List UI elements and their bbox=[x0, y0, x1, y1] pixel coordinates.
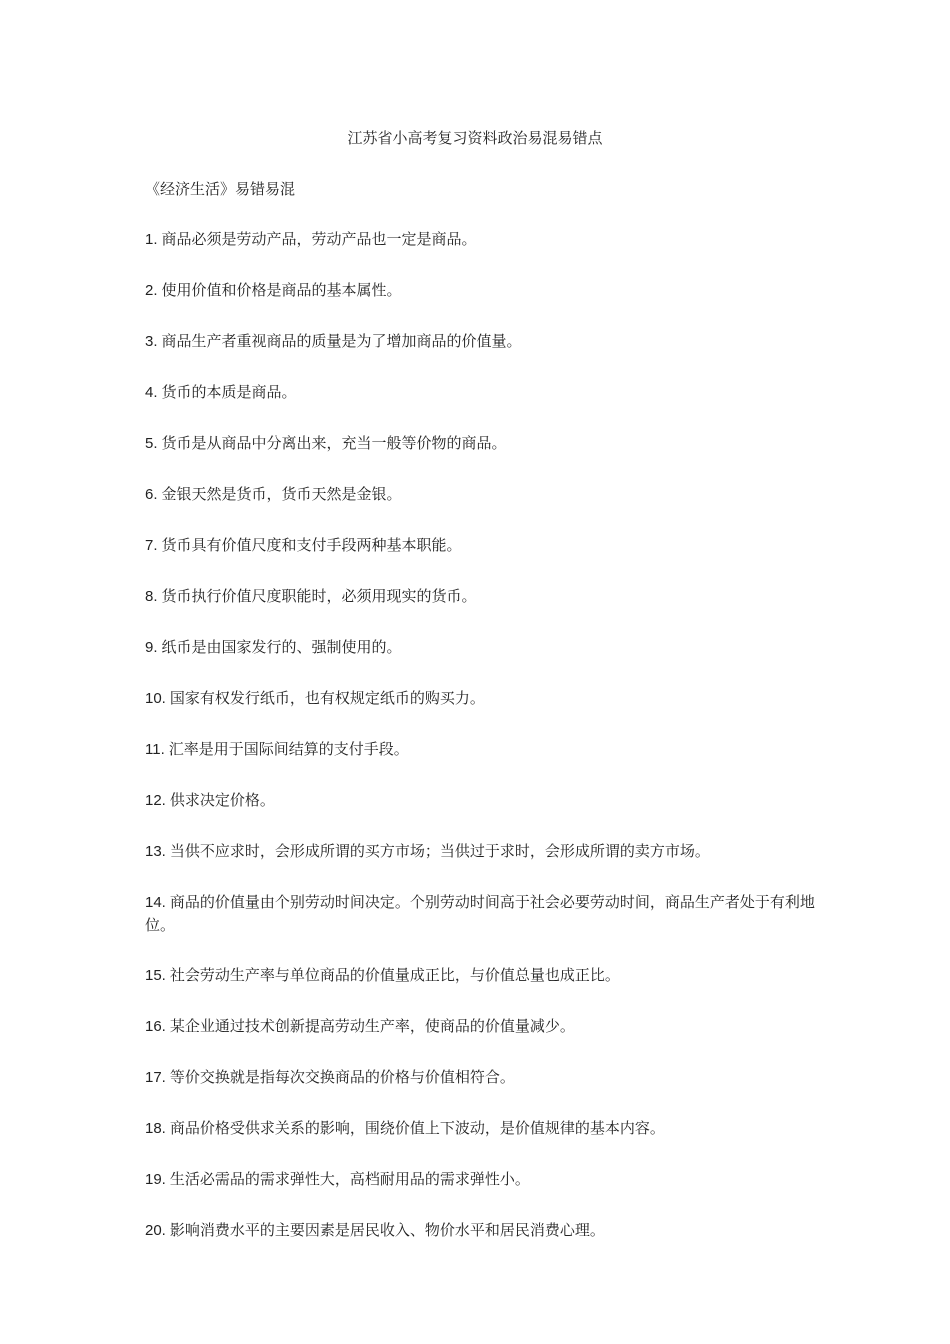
list-item bbox=[145, 534, 815, 557]
item-number: 10. bbox=[145, 690, 166, 707]
item-text: 商品生产者重视商品的质量是为了增加商品的价值量。 bbox=[161, 332, 522, 350]
item-text: 商品价格受供求关系的影响，围绕价值上下波动，是价值规律的基本内容。 bbox=[169, 1119, 665, 1137]
list-item bbox=[145, 1168, 815, 1191]
list-item bbox=[145, 738, 815, 761]
item-text: 货币的本质是商品。 bbox=[161, 383, 297, 401]
item-number: 8. bbox=[145, 588, 158, 605]
item-text: 国家有权发行纸币，也有权规定纸币的购买力。 bbox=[169, 689, 485, 707]
list-item bbox=[145, 330, 815, 353]
item-text: 纸币是由国家发行的、强制使用的。 bbox=[161, 638, 402, 656]
item-number: 12. bbox=[145, 792, 166, 809]
item-number: 1. bbox=[145, 231, 158, 248]
list-item bbox=[145, 687, 815, 710]
item-number: 14. bbox=[145, 894, 166, 911]
item-text: 货币执行价值尺度职能时，必须用现实的货币。 bbox=[161, 587, 477, 605]
list-item bbox=[145, 279, 815, 302]
item-text: 货币具有价值尺度和支付手段两种基本职能。 bbox=[161, 536, 462, 554]
item-number: 19. bbox=[145, 1171, 166, 1188]
item-number: 7. bbox=[145, 537, 158, 554]
item-number: 6. bbox=[145, 486, 158, 503]
list-item bbox=[145, 636, 815, 659]
item-number: 2. bbox=[145, 282, 158, 299]
item-text: 使用价值和价格是商品的基本属性。 bbox=[161, 281, 402, 299]
item-text: 商品的价值量由个别劳动时间决定。个别劳动时间高于社会必要劳动时间，商品生产者处于有利地位。 bbox=[145, 893, 815, 934]
section-heading: 《经济生活》易错易混 bbox=[145, 180, 296, 198]
item-number: 4. bbox=[145, 384, 158, 401]
item-text: 影响消费水平的主要因素是居民收入、物价水平和居民消费心理。 bbox=[169, 1221, 605, 1239]
list-item bbox=[145, 1015, 815, 1038]
item-text: 商品必须是劳动产品，劳动产品也一定是商品。 bbox=[161, 230, 477, 248]
list-item bbox=[145, 1219, 815, 1242]
item-text: 等价交换就是指每次交换商品的价格与价值相符合。 bbox=[169, 1068, 515, 1086]
item-number: 11. bbox=[145, 741, 165, 758]
list-item bbox=[145, 1117, 815, 1140]
item-number: 20. bbox=[145, 1222, 166, 1239]
item-number: 5. bbox=[145, 435, 158, 452]
item-number: 9. bbox=[145, 639, 158, 656]
item-number: 17. bbox=[145, 1069, 166, 1086]
item-list bbox=[145, 228, 815, 1270]
item-text: 货币是从商品中分离出来，充当一般等价物的商品。 bbox=[161, 434, 507, 452]
item-text: 汇率是用于国际间结算的支付手段。 bbox=[168, 740, 409, 758]
item-text: 金银天然是货币，货币天然是金银。 bbox=[161, 485, 402, 503]
item-number: 15. bbox=[145, 967, 166, 984]
list-item bbox=[145, 483, 815, 506]
item-text: 当供不应求时，会形成所谓的买方市场；当供过于求时，会形成所谓的卖方市场。 bbox=[169, 842, 710, 860]
item-number: 3. bbox=[145, 333, 158, 350]
item-text: 生活必需品的需求弹性大，高档耐用品的需求弹性小。 bbox=[169, 1170, 530, 1188]
item-text: 社会劳动生产率与单位商品的价值量成正比，与价值总量也成正比。 bbox=[169, 966, 620, 984]
item-number: 13. bbox=[145, 843, 166, 860]
list-item bbox=[145, 432, 815, 455]
list-item bbox=[145, 381, 815, 404]
list-item bbox=[145, 964, 815, 987]
list-item bbox=[145, 840, 815, 863]
item-number: 16. bbox=[145, 1018, 166, 1035]
list-item bbox=[145, 1066, 815, 1089]
item-number: 18. bbox=[145, 1120, 166, 1137]
list-item bbox=[145, 789, 815, 812]
item-text: 某企业通过技术创新提高劳动生产率，使商品的价值量减少。 bbox=[169, 1017, 575, 1035]
item-text: 供求决定价格。 bbox=[169, 791, 275, 809]
document-title: 江苏省小高考复习资料政治易混易错点 bbox=[347, 129, 603, 147]
list-item bbox=[145, 585, 815, 608]
list-item bbox=[145, 228, 815, 251]
list-item bbox=[145, 891, 815, 936]
